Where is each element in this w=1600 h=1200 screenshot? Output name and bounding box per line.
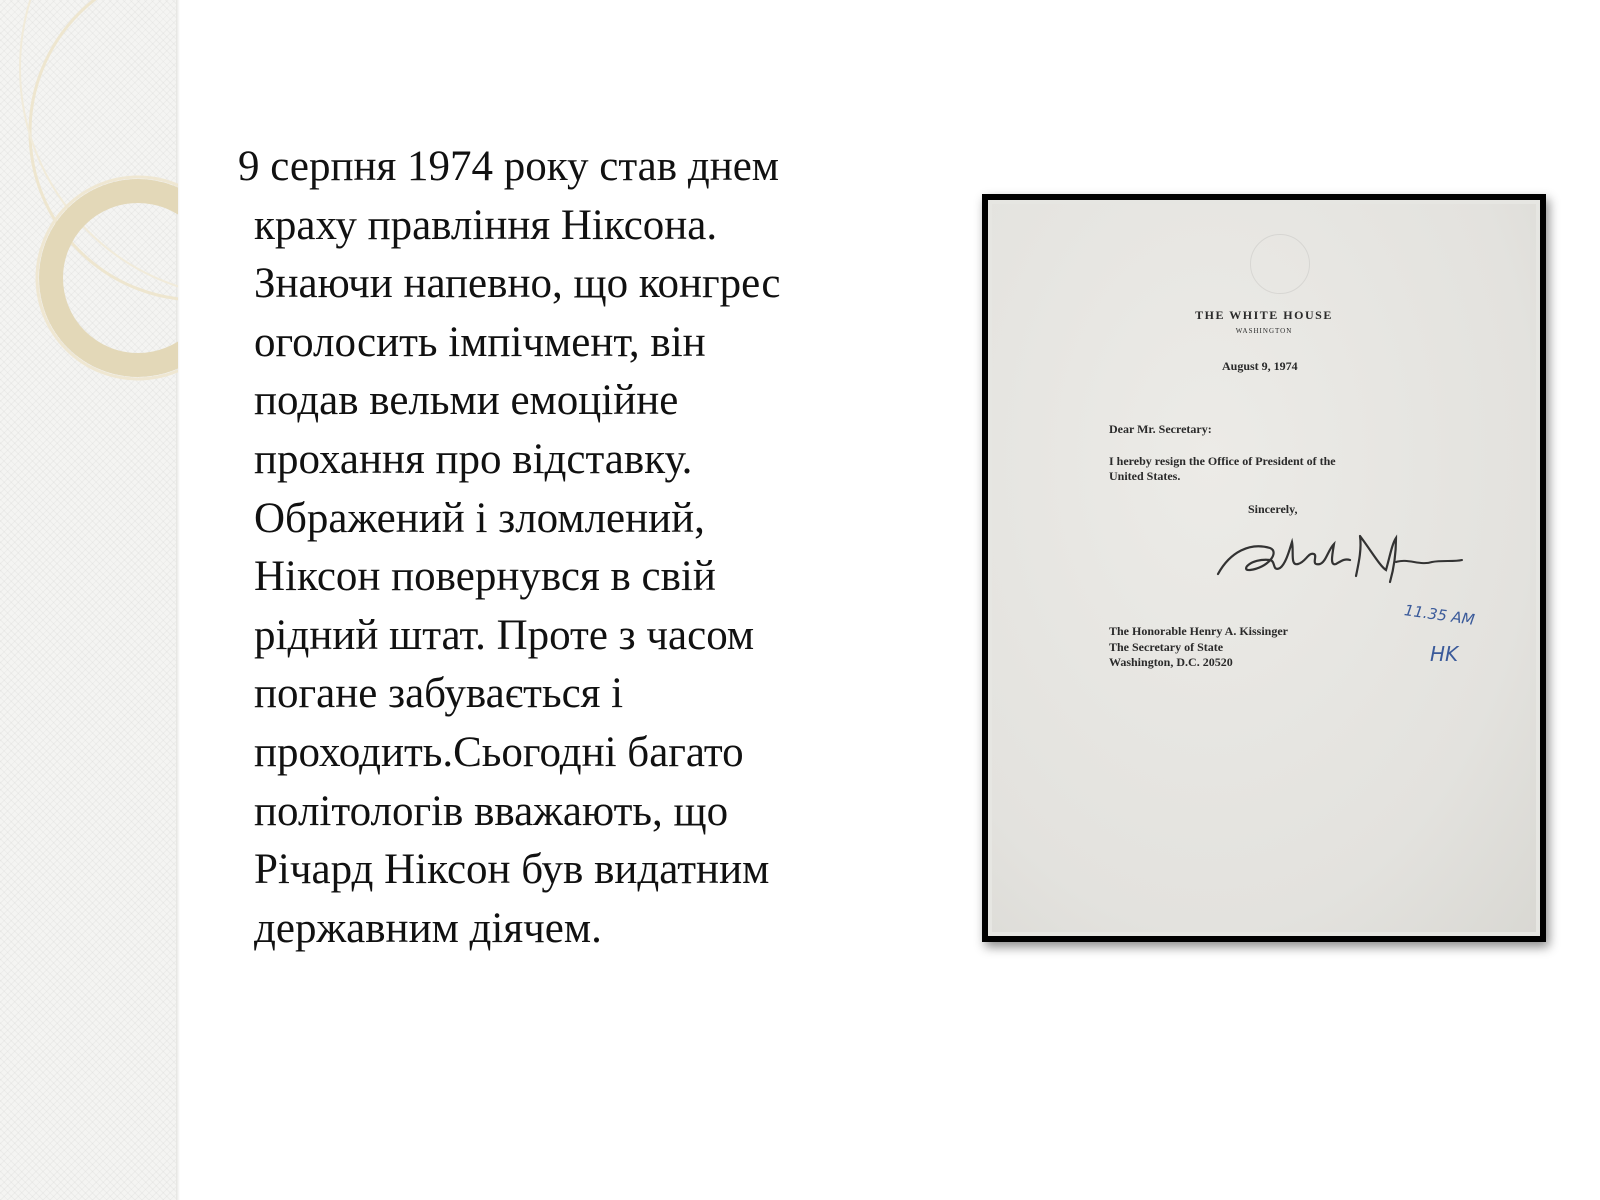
decorative-rings — [0, 0, 178, 420]
handwritten-time-note: 11.35 AM — [1403, 601, 1476, 629]
body-line: рідний штат. Проте з часом — [254, 611, 755, 659]
signature-icon — [1210, 522, 1466, 592]
body-line: погане забувається і — [254, 670, 624, 718]
letter-body-line: United States. — [1109, 469, 1181, 483]
resignation-letter — [992, 204, 1536, 932]
address-line: Washington, D.C. 20520 — [1109, 655, 1233, 669]
handwritten-initials: HK — [1430, 642, 1459, 666]
body-line: політологів вважають, що — [254, 787, 729, 835]
body-line: Ображений і зломлений, — [254, 494, 705, 542]
presidential-seal-icon — [1250, 234, 1310, 294]
body-line: Річард Ніксон був видатним — [254, 846, 770, 894]
letter-salutation: Dear Mr. Secretary: — [1109, 422, 1212, 436]
body-line: державним діячем. — [254, 904, 602, 952]
letterhead-subtitle: WASHINGTON — [1235, 327, 1293, 335]
body-line: Ніксон повернувся в свій — [254, 553, 716, 601]
letter-body-line: I hereby resign the Office of President of the — [1109, 454, 1336, 468]
body-line: проходить.Сьогодні багато — [254, 728, 744, 776]
letter-address — [1109, 624, 1288, 671]
body-line: оголосить імпічмент, він — [254, 318, 706, 366]
address-line: The Secretary of State — [1109, 639, 1224, 654]
body-line: 9 серпня 1974 року став днем — [238, 143, 780, 190]
letter-body — [1109, 454, 1439, 484]
letterhead-title: THE WHITE HOUSE — [1195, 308, 1333, 322]
body-line: краху правління Ніксона. — [254, 201, 718, 249]
body-line: прохання про відставку. — [254, 435, 693, 483]
body-line: Знаючи напевно, що конгрес — [254, 260, 781, 308]
body-line: подав вельми емоційне — [254, 377, 679, 425]
letter-date: August 9, 1974 — [1222, 359, 1298, 373]
address-line: The Honorable Henry A. Kissinger — [1109, 624, 1289, 638]
resignation-letter-photo — [982, 194, 1546, 942]
body-text — [238, 138, 878, 958]
letter-closing: Sincerely, — [1248, 502, 1298, 516]
